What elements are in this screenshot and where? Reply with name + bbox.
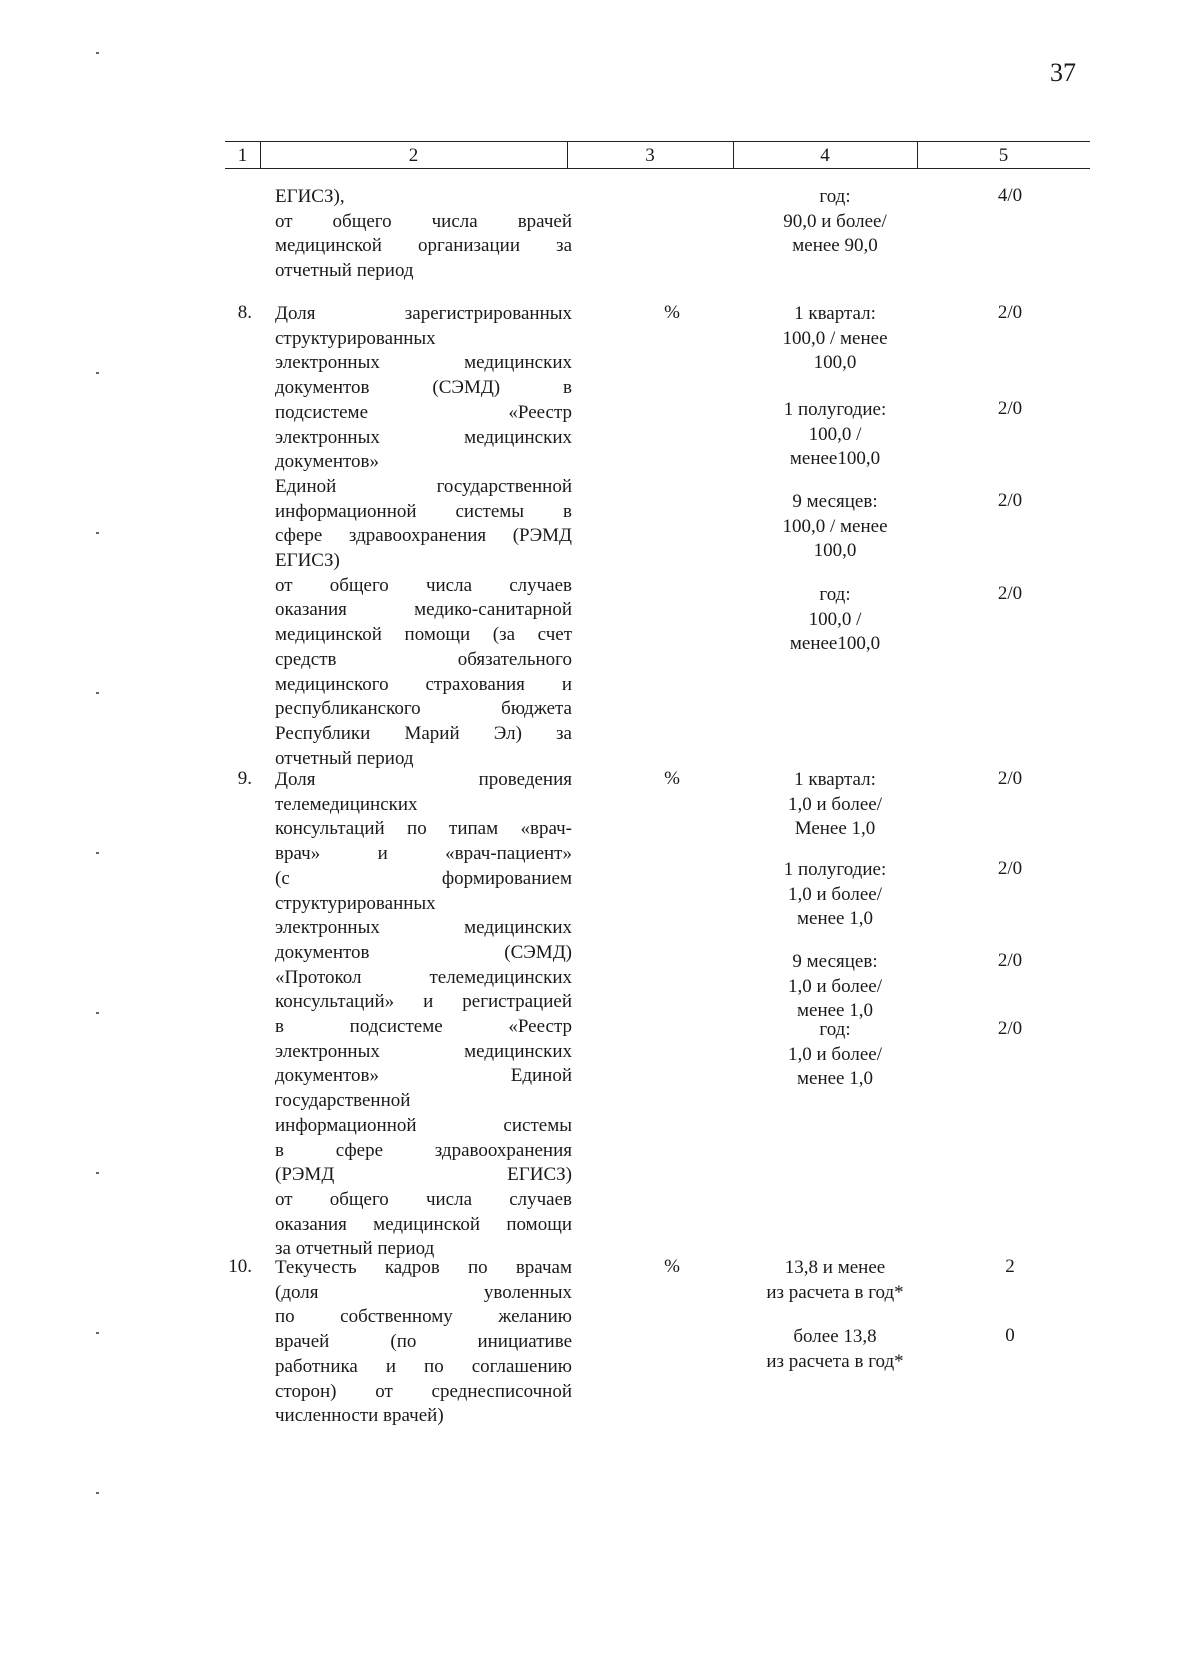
page-number: 37 xyxy=(1050,58,1076,87)
indicator-value-line: год: xyxy=(819,1019,851,1040)
indicator-text-line: работника и по соглашению xyxy=(275,1355,572,1377)
indicator-score: 2/0 xyxy=(997,302,1023,323)
indicator-text-line: отчетный период xyxy=(275,260,414,282)
margin-mark xyxy=(96,692,99,694)
indicator-score: 2/0 xyxy=(997,950,1023,971)
row-number: 10. xyxy=(228,1256,252,1277)
indicator-text-line: сфере здравоохранения (РЭМД xyxy=(275,525,572,547)
indicator-text-line: консультаций по типам «врач- xyxy=(275,818,572,840)
indicator-value-line: 1,0 и более/ xyxy=(788,883,882,905)
column-header-1: 1 xyxy=(237,145,248,166)
indicator-text-line: отчетный период xyxy=(275,747,414,769)
column-header-3: 3 xyxy=(645,145,655,166)
indicator-text-line: информационной системы xyxy=(275,1114,572,1136)
indicator-text-line: электронных медицинских xyxy=(275,917,572,939)
indicator-value-line: 100,0 / менее xyxy=(782,515,888,537)
indicator-value-line: 9 месяцев: xyxy=(792,951,878,972)
margin-mark xyxy=(96,852,99,854)
indicator-text-line: консультаций» и регистрацией xyxy=(275,991,572,1013)
indicator-text-line: за отчетный период xyxy=(275,1238,435,1260)
margin-mark xyxy=(96,1332,99,1334)
indicator-value-line: 1 полугодие: xyxy=(783,859,887,880)
indicator-text-line: в подсистеме «Реестр xyxy=(275,1016,572,1037)
indicator-score: 4/0 xyxy=(997,185,1023,206)
indicator-text-line: ЕГИСЗ) xyxy=(275,550,340,571)
indicator-value-line: 13,8 и менее xyxy=(784,1257,886,1278)
indicator-text-line: по собственному желанию xyxy=(275,1306,572,1328)
indicator-value-line: 9 месяцев: xyxy=(792,491,878,512)
indicator-value-line: 100,0 xyxy=(813,540,857,562)
indicator-value-line: 1,0 и более/ xyxy=(788,793,882,815)
indicator-value-line: 100,0 xyxy=(813,352,857,374)
indicator-text-line: Единой государственной xyxy=(275,475,572,497)
indicator-value-line: 1,0 и более/ xyxy=(788,975,882,997)
indicator-text-line: сторон) от среднесписочной xyxy=(275,1380,572,1402)
margin-mark xyxy=(96,372,99,374)
indicator-text-line: информационной системы в xyxy=(275,500,572,522)
column-header-row xyxy=(225,141,1090,169)
row-unit: % xyxy=(664,768,680,789)
margin-mark xyxy=(96,1172,99,1174)
indicator-value-line: менее 90,0 xyxy=(792,235,878,257)
indicator-text-line: электронных медицинских xyxy=(275,1040,572,1062)
indicator-value-line: менее 1,0 xyxy=(797,1000,873,1022)
indicator-text-line: медицинской организации за xyxy=(275,235,572,257)
row-number: 8. xyxy=(237,302,252,323)
indicator-text-line: Доля проведения xyxy=(275,769,572,790)
indicator-text-line: от общего числа случаев xyxy=(275,574,572,596)
row-unit: % xyxy=(664,302,680,323)
margin-mark xyxy=(96,532,99,534)
indicator-text-line: документов (СЭМД) xyxy=(275,941,572,963)
row-number: 9. xyxy=(237,768,252,789)
indicator-value-line: 90,0 и более/ xyxy=(783,210,887,232)
indicator-text-line: структурированных xyxy=(275,327,436,349)
indicator-text-line: врачей (по инициативе xyxy=(275,1331,572,1353)
indicator-text-line: «Протокол телемедицинских xyxy=(275,966,572,988)
indicator-text-line: Текучесть кадров по врачам xyxy=(275,1257,572,1278)
indicator-text-line: (доля уволенных xyxy=(275,1281,572,1303)
indicator-score: 0 xyxy=(1005,1325,1015,1346)
indicator-text-line: электронных медицинских xyxy=(275,352,572,374)
column-header-2: 2 xyxy=(408,145,419,166)
indicator-value-line: менее 1,0 xyxy=(797,1068,873,1090)
indicator-text-line: государственной xyxy=(275,1090,411,1112)
indicator-text-line: документов (СЭМД) в xyxy=(275,377,572,399)
indicator-text-line: от общего числа случаев xyxy=(275,1188,572,1210)
column-header-5: 5 xyxy=(998,145,1009,166)
indicator-value-line: Менее 1,0 xyxy=(794,818,876,840)
indicator-value-line: менее100,0 xyxy=(789,633,881,655)
row-unit: % xyxy=(664,1256,680,1277)
indicator-score: 2/0 xyxy=(997,858,1023,879)
indicator-value-line: 100,0 / xyxy=(808,423,862,445)
indicator-score: 2/0 xyxy=(997,768,1023,789)
indicator-value-line: 1 квартал: xyxy=(794,303,876,324)
indicator-text-line: медицинского страхования и xyxy=(275,673,572,695)
margin-mark xyxy=(96,1012,99,1014)
column-header-4: 4 xyxy=(820,145,830,166)
indicator-score: 2/0 xyxy=(997,490,1023,511)
indicator-text-line: электронных медицинских xyxy=(275,426,572,448)
indicator-value-line: год: xyxy=(819,584,851,605)
indicator-text-line: оказания медико-санитарной xyxy=(275,599,572,621)
indicator-text-line: оказания медицинской помощи xyxy=(275,1213,572,1235)
indicator-value-line: более 13,8 xyxy=(793,1326,877,1347)
indicator-score: 2/0 xyxy=(997,398,1023,419)
margin-mark xyxy=(96,1492,99,1494)
indicator-text-line: численности врачей) xyxy=(275,1405,444,1427)
indicator-text-line: Доля зарегистрированных xyxy=(275,303,572,324)
indicator-text-line: Республики Марий Эл) за xyxy=(275,722,572,744)
indicator-text-line: республиканского бюджета xyxy=(275,698,572,720)
margin-mark xyxy=(96,52,99,54)
indicator-text-line: документов» xyxy=(275,451,380,473)
indicator-value-line: год: xyxy=(819,186,851,207)
indicator-text-line: медицинской помощи (за счет xyxy=(275,624,572,646)
indicator-text-line: документов» Единой xyxy=(275,1065,572,1087)
indicator-text-line: в сфере здравоохранения xyxy=(275,1139,572,1161)
indicator-text-line: подсистеме «Реестр xyxy=(275,401,572,423)
indicator-text-line: от общего числа врачей xyxy=(275,210,572,232)
indicator-text-line: врач» и «врач-пациент» xyxy=(275,843,572,865)
indicator-text-line: (РЭМД ЕГИСЗ) xyxy=(275,1164,572,1186)
indicator-value-line: из расчета в год* xyxy=(766,1281,904,1303)
indicator-text-line: ЕГИСЗ), xyxy=(275,186,345,207)
indicator-score: 2/0 xyxy=(997,1018,1023,1039)
indicator-value-line: 1 квартал: xyxy=(794,769,876,790)
indicator-value-line: 1,0 и более/ xyxy=(788,1043,882,1065)
indicator-text-line: средств обязательного xyxy=(275,648,572,670)
indicator-value-line: 100,0 / xyxy=(808,608,862,630)
indicator-text-line: (с формированием xyxy=(275,867,572,889)
indicator-score: 2 xyxy=(1005,1256,1015,1277)
indicator-value-line: 100,0 / менее xyxy=(782,327,888,349)
indicator-value-line: из расчета в год* xyxy=(766,1350,904,1372)
indicator-text-line: телемедицинских xyxy=(275,793,418,815)
indicator-value-line: 1 полугодие: xyxy=(783,399,887,420)
indicator-value-line: менее100,0 xyxy=(789,448,881,470)
indicator-value-line: менее 1,0 xyxy=(797,908,873,930)
indicator-score: 2/0 xyxy=(997,583,1023,604)
indicator-text-line: структурированных xyxy=(275,892,436,914)
